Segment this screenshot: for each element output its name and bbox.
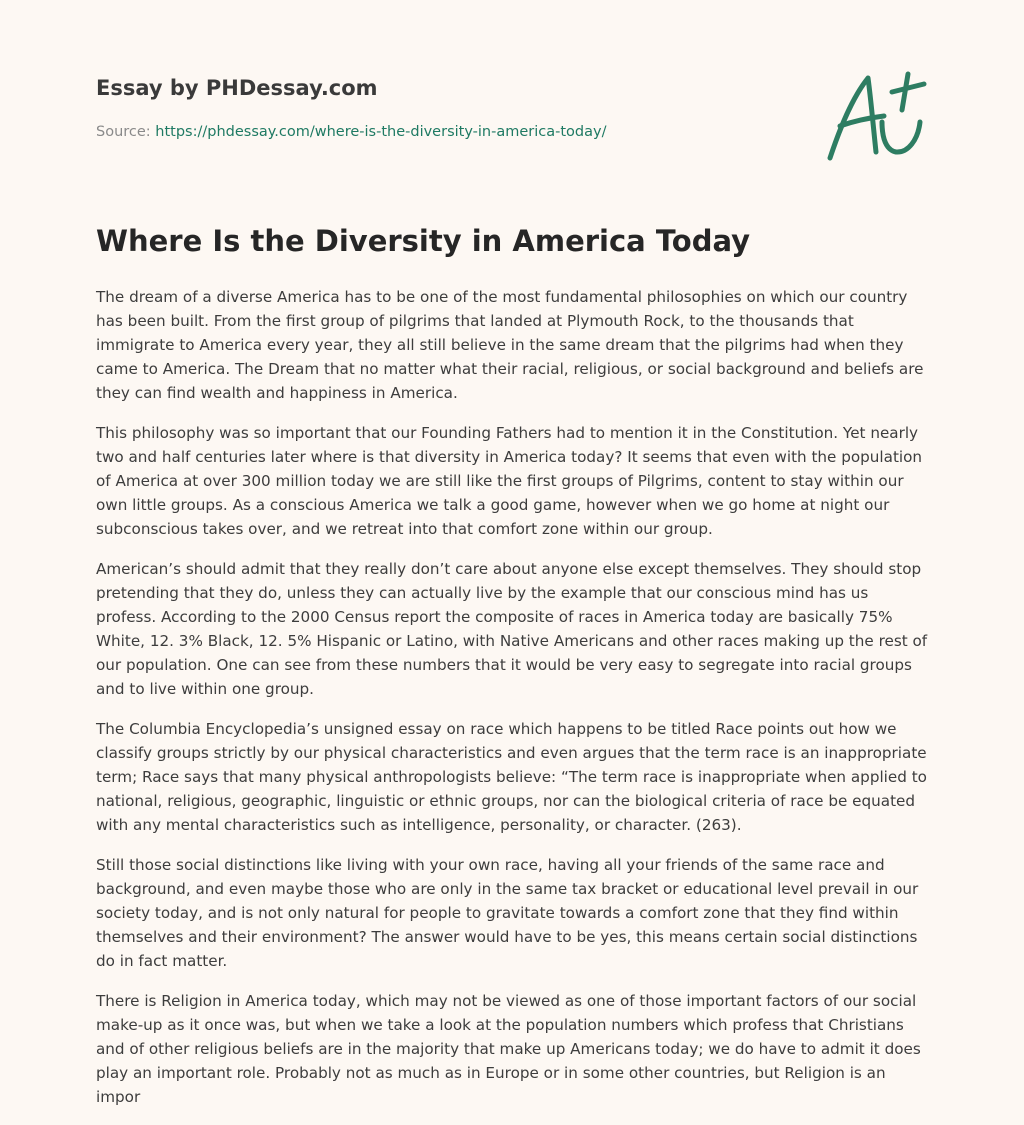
- a-plus-grade-icon: [822, 66, 928, 166]
- essay-paragraph: There is Religion in America today, which may not be viewed as one of those important factors of our social make-up as it once was, but when we take a look at the population numbers which profess that Christians and of other religious beliefs are in the majority that make up Americans today; we do have to admit it does play an important role. Probably not as much as in Europe or in some other countries, but Religion is an impor: [96, 992, 921, 1106]
- essay-paragraph: American’s should admit that they really don’t care about anyone else except themselves. They should stop pretending that they do, unless they can actually live by the example that our conscious mind has us profess. According to the 2000 Census report the composite of races in America today are basically 75% White, 12. 3% Black, 12. 5% Hispanic or Latino, with Native Americans and other races making up the rest of our population. One can see from these numbers that it would be very easy to segregate into racial groups and to live within one group.: [96, 560, 928, 698]
- essay-paragraph: Still those social distinctions like living with your own race, having all your friends of the same race and background, and even maybe those who are only in the same tax bracket or educational level prevail in our society today, and is not only natural for people to gravitate towards a comfort zone that they find within themselves and their environment? The answer would have to be yes, this means certain social distinctions do in fact matter.: [96, 856, 919, 970]
- source-link[interactable]: https://phdessay.com/where-is-the-diversity-in-america-today/: [155, 124, 607, 140]
- essay-paragraph: This philosophy was so important that our Founding Fathers had to mention it in the Constitution. Yet nearly two and half centuries later where is that diversity in America today? It seems that even with the population of America at over 300 million today we are still like the first groups of Pilgrims, content to stay within our own little groups. As a conscious America we talk a good game, however when we go home at night our subconscious takes over, and we retreat into that comfort zone within our group.: [96, 424, 923, 538]
- source-line: [96, 124, 606, 140]
- site-title: Essay by PHDessay.com: [96, 76, 378, 100]
- essay-paragraph: The Columbia Encyclopedia’s unsigned essay on race which happens to be titled Race points out how we classify groups strictly by our physical characteristics and even argues that the term race is an inappropriate term; Race says that many physical anthropologists believe: “The term race is inappropriate when applied to national, religious, geographic, linguistic or ethnic groups, nor can the biological criteria of race be equated with any mental characteristics such as intelligence, personality, or character. (263).: [96, 720, 927, 834]
- source-label: Source:: [96, 124, 151, 140]
- essay-paragraph: The dream of a diverse America has to be one of the most fundamental philosophies on which our country has been built. From the first group of pilgrims that landed at Plymouth Rock, to the thousands that immigrate to America every year, they all still believe in the same dream that the pilgrims had when they came to America. The Dream that no matter what their racial, religious, or social background and beliefs are they can find wealth and happiness in America.: [96, 288, 924, 402]
- essay-title: Where Is the Diversity in America Today: [96, 224, 751, 258]
- essay-body: [96, 285, 932, 1125]
